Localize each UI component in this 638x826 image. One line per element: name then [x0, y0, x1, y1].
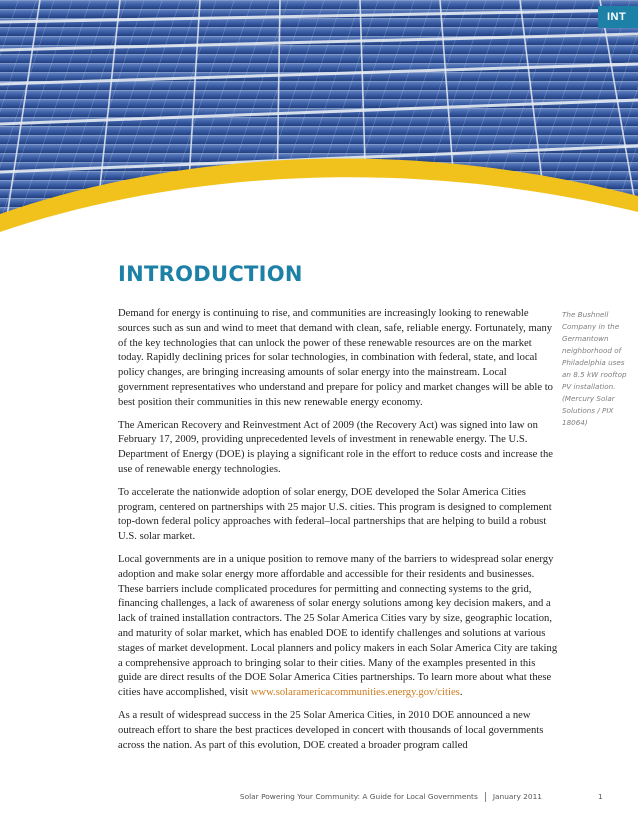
paragraph: The American Recovery and Reinvestment Act of 2009 (the Recovery Act) was signed into law on February 17, 2009, providing unprecedented levels of investment in renewable energy. The U.S. Department of Energy (DOE) is playing a significant role in the effort to reduce costs and increase the use of renewable energy technologies.	[118, 419, 553, 475]
paragraph-text: Local governments are in a unique position to remove many of the barriers to widespread solar energy adoption and make solar energy more affordable and accessible for their residents and businesses. These barriers include complicated procedures for permitting and connecting systems to the grid, financing challenges, a lack of awareness of solar energy solutions among key decision makers, and a lack of trained installation contractors. The 25 Solar America Cities vary by size, geographic location, and maturity of solar market, which has enabled DOE to identify challenges and solutions at various stages of market development. Local planners and policy makers in each Solar America City are taking a comprehensive approach to bringing solar to their cities. Many of the examples presented in this guide are direct results of the DOE Solar America Cities partnerships. To learn more about what these cities have accomplished, visit	[118, 553, 558, 699]
page-footer	[0, 792, 638, 806]
page-heading: INTRODUCTION	[118, 262, 303, 286]
footer-divider	[485, 792, 486, 802]
solar-panels-photo	[0, 0, 638, 262]
cities-link[interactable]: www.solaramericacommunities.energy.gov/cities	[250, 687, 460, 699]
paragraph: Demand for energy is continuing to rise, and communities are increasingly looking to renewable sources such as sun and wind to meet that demand with clean, safe, reliable energy. Fortunately, many of the key technologies that can unlock the power of these renewable resources are on the market today. Rapidly declining prices for solar technologies, in combination with federal, state, and local policy changes, are bringing increasing amounts of solar energy into the mainstream. Local government representatives who understand and prepare for policy and market changes will be able to best position their communities in this new renewable energy economy.	[118, 308, 553, 408]
footer-title: Solar Powering Your Community: A Guide for Local Governments	[239, 792, 478, 801]
footer-title-block	[240, 792, 542, 802]
page-number: 1	[598, 792, 603, 801]
paragraph	[118, 553, 558, 701]
body-text	[118, 307, 558, 761]
paragraph: As a result of widespread success in the 25 Solar America Cities, in 2010 DOE announced a new outreach effort to share the best practices developed in concert with thousands of local governments across the nation. As part of this evolution, DOE created a broader program called	[118, 709, 544, 751]
solar-panels-image	[0, 0, 638, 262]
link-suffix: .	[459, 687, 463, 699]
paragraph: To accelerate the nationwide adoption of solar energy, DOE developed the Solar America Cities program, centered on partnerships with 25 major U.S. cities. This program is designed to complement top-down federal policy approaches with federal–local partnerships that are helping to build a robust U.S. solar market.	[118, 486, 552, 543]
photo-caption: The Bushnell Company in the Germantown neighborhood of Philadelphia uses an 8.5 kW rooftop PV installation. (Mercury Solar Solutions / PIX 18064)	[562, 310, 627, 427]
section-tab: INT	[598, 6, 638, 28]
footer-date: January 2011	[492, 792, 542, 801]
